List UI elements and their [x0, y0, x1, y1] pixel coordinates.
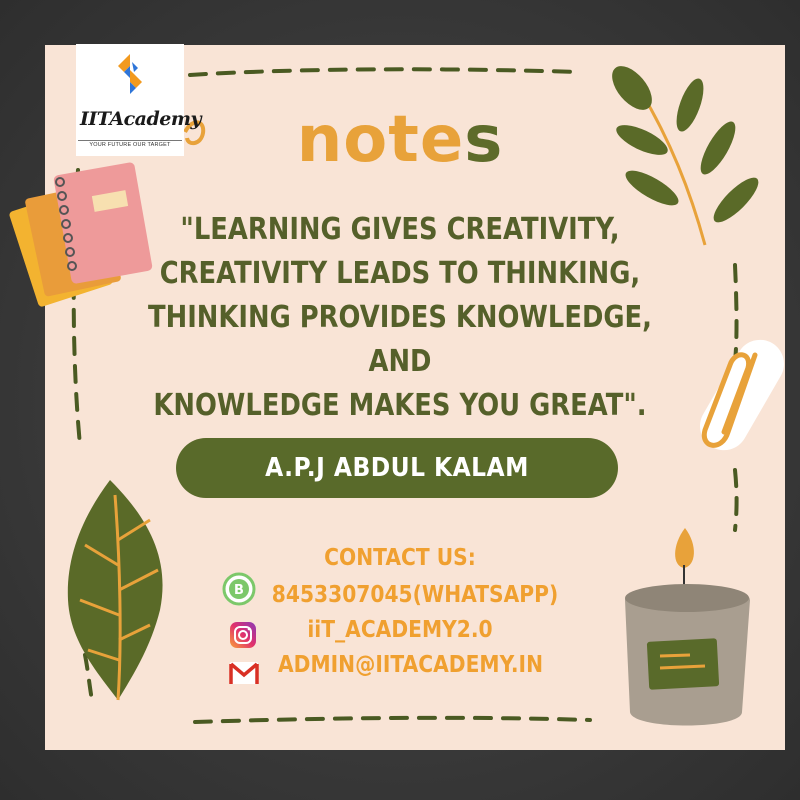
dashed-frame-right-low: [735, 470, 737, 530]
author-name: A.P.J ABDUL KALAM: [265, 453, 529, 483]
iit-logo-mark-icon: [114, 52, 146, 96]
quote-line: KNOWLEDGE MAKES YOU GREAT".: [153, 388, 647, 423]
contact-instagram[interactable]: iiT_ACADEMY2.0: [307, 617, 493, 643]
big-leaf-icon: [68, 480, 163, 700]
dashed-frame-bottom: [195, 718, 590, 722]
contact-heading: CONTACT US:: [324, 545, 476, 571]
logo-name: IITAcademy: [80, 108, 202, 130]
page-title: [250, 103, 550, 177]
quote-line: THINKING PROVIDES KNOWLEDGE, AND: [148, 300, 652, 379]
logo-tagline: YOUR FUTURE OUR TARGET: [78, 140, 182, 148]
quote-line: CREATIVITY LEADS TO THINKING,: [159, 256, 641, 291]
author-badge: [176, 438, 618, 498]
candle-icon: [625, 528, 750, 726]
gmail-icon: [228, 660, 260, 686]
title-end: s: [464, 103, 504, 177]
instagram-icon: [228, 620, 258, 650]
whatsapp-business-icon: [222, 572, 256, 606]
logo: [76, 44, 202, 156]
title-main: note: [296, 103, 465, 177]
contact-whatsapp[interactable]: 8453307045(WHATSAPP): [271, 582, 559, 608]
quote-line: "LEARNING GIVES CREATIVITY,: [180, 212, 620, 247]
contact-email[interactable]: ADMIN@IITACADEMY.IN: [278, 652, 544, 678]
dashed-frame: [190, 69, 580, 75]
dashed-frame-right: [734, 265, 737, 365]
notebook-icon: [8, 162, 152, 308]
svg-text:B: B: [234, 583, 244, 598]
quote: [142, 208, 658, 428]
paperclip-icon: [691, 331, 793, 459]
